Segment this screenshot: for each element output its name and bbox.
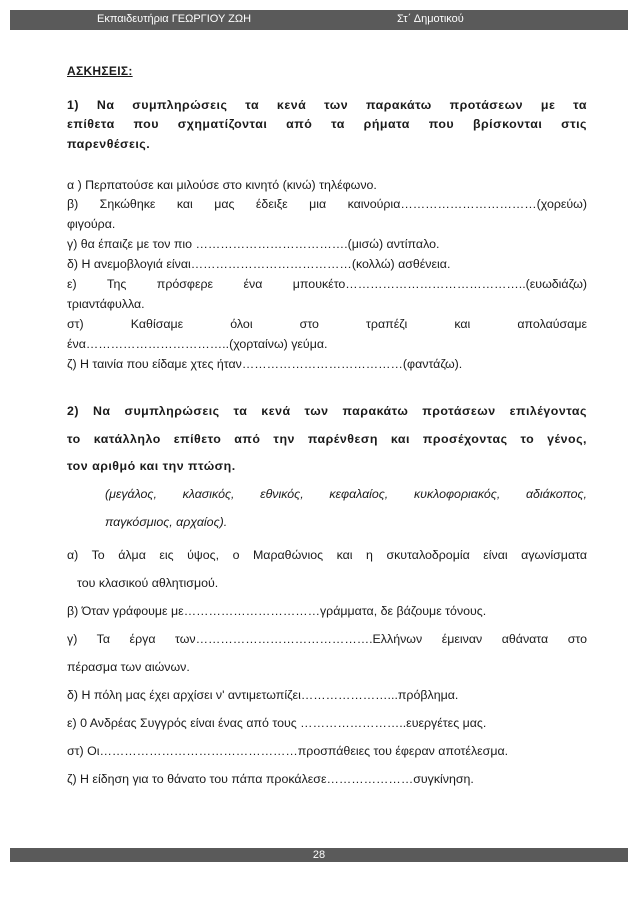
ex2-item-a-cont: του κλασικού αθλητισμού.	[77, 576, 219, 590]
ex1-item-e-cont: τριαντάφυλλα.	[67, 297, 145, 311]
ex2-item-c: γ) Τα έργα των…………………………………….Ελλήνων έμειναν αθάνατα στο	[67, 632, 587, 646]
page-footer	[10, 848, 628, 862]
ex2-item-b: β) Όταν γράφουμε με……………………………γράμματα, δε βάζουμε τόνους.	[67, 604, 487, 618]
header-school: Εκπαιδευτήρια ΓΕΩΡΓΙΟΥ ΖΩΗ	[97, 13, 252, 25]
header-grade: Στ΄ Δημοτικού	[397, 13, 464, 25]
ex1-instruction-line-3: παρενθέσεις.	[67, 137, 151, 151]
ex1-item-c: γ) θα έπαιζε με τον πιο ……………………………….(μισώ) αντίπαλο.	[67, 237, 440, 251]
ex1-item-a: α ) Περπατούσε και μιλούσε στο κινητό (κινώ) τηλέφωνο.	[67, 178, 377, 192]
ex1-item-b-cont: φιγούρα.	[67, 217, 116, 231]
ex1-instruction-line-1: 1) Να συμπληρώσεις τα κενά των παρακάτω προτάσεων με τα	[67, 98, 587, 112]
ex1-item-f: στ) Καθίσαμε όλοι στο τραπέζι και απολαύσαμε	[67, 317, 587, 331]
ex2-item-a: α) Το άλμα εις ύψος, ο Μαραθώνιος και η σκυταλοδρομία είναι αγωνίσματα	[67, 548, 587, 562]
ex2-instruction-line-3: τον αριθμό και την πτώση.	[67, 459, 236, 473]
ex1-instruction-line-2: επίθετα που σχηματίζονται από τα ρήματα που βρίσκονται στις	[67, 117, 587, 131]
page-header	[10, 10, 628, 30]
ex2-item-c-cont: πέρασμα των αιώνων.	[67, 660, 190, 674]
ex2-item-e: ε) 0 Ανδρέας Συγγρός είναι ένας από τους ……………………..ευεργέτες μας.	[67, 716, 487, 730]
exercises-heading: ΑΣΚΗΣΕΙΣ:	[67, 64, 133, 78]
page-number: 28	[312, 849, 326, 861]
ex2-instruction-line-2: το κατάλληλο επίθετο από την παρένθεση και προσέχοντας το γένος,	[67, 432, 587, 446]
ex1-item-b: β) Σηκώθηκε και μας έδειξε μια καινούρια……………………………(χορεύω)	[67, 197, 587, 211]
ex1-item-e: ε) Της πρόσφερε ένα μπουκέτο……………………………………..(ευωδιάζω)	[67, 277, 587, 291]
ex1-item-g: ζ) Η ταινία που είδαμε χτες ήταν…………………………………(φαντάζω).	[67, 357, 463, 371]
ex2-choices-line-2: παγκόσμιος, αρχαίος).	[105, 515, 228, 529]
ex2-item-f: στ) Οι…………………………………………προσπάθειες του έφεραν αποτέλεσμα.	[67, 744, 509, 758]
ex1-item-d: δ) Η ανεμοβλογιά είναι…………………………………(κολλώ) ασθένεια.	[67, 257, 451, 271]
ex2-item-g: ζ) Η είδηση για το θάνατο του πάπα προκάλεσε…………………συγκίνηση.	[67, 772, 474, 786]
ex1-item-f-cont: ένα……………………………..(χορταίνω) γεύμα.	[67, 337, 328, 351]
ex2-instruction-line-1: 2) Να συμπληρώσεις τα κενά των παρακάτω προτάσεων επιλέγοντας	[67, 404, 587, 418]
ex2-item-d: δ) Η πόλη μας έχει αρχίσει ν' αντιμετωπίζει…………………...πρόβλημα.	[67, 688, 459, 702]
ex2-choices-line-1: (μεγάλος, κλασικός, εθνικός, κεφαλαίος, κυκλοφοριακός, αδιάκοπος,	[105, 487, 587, 501]
